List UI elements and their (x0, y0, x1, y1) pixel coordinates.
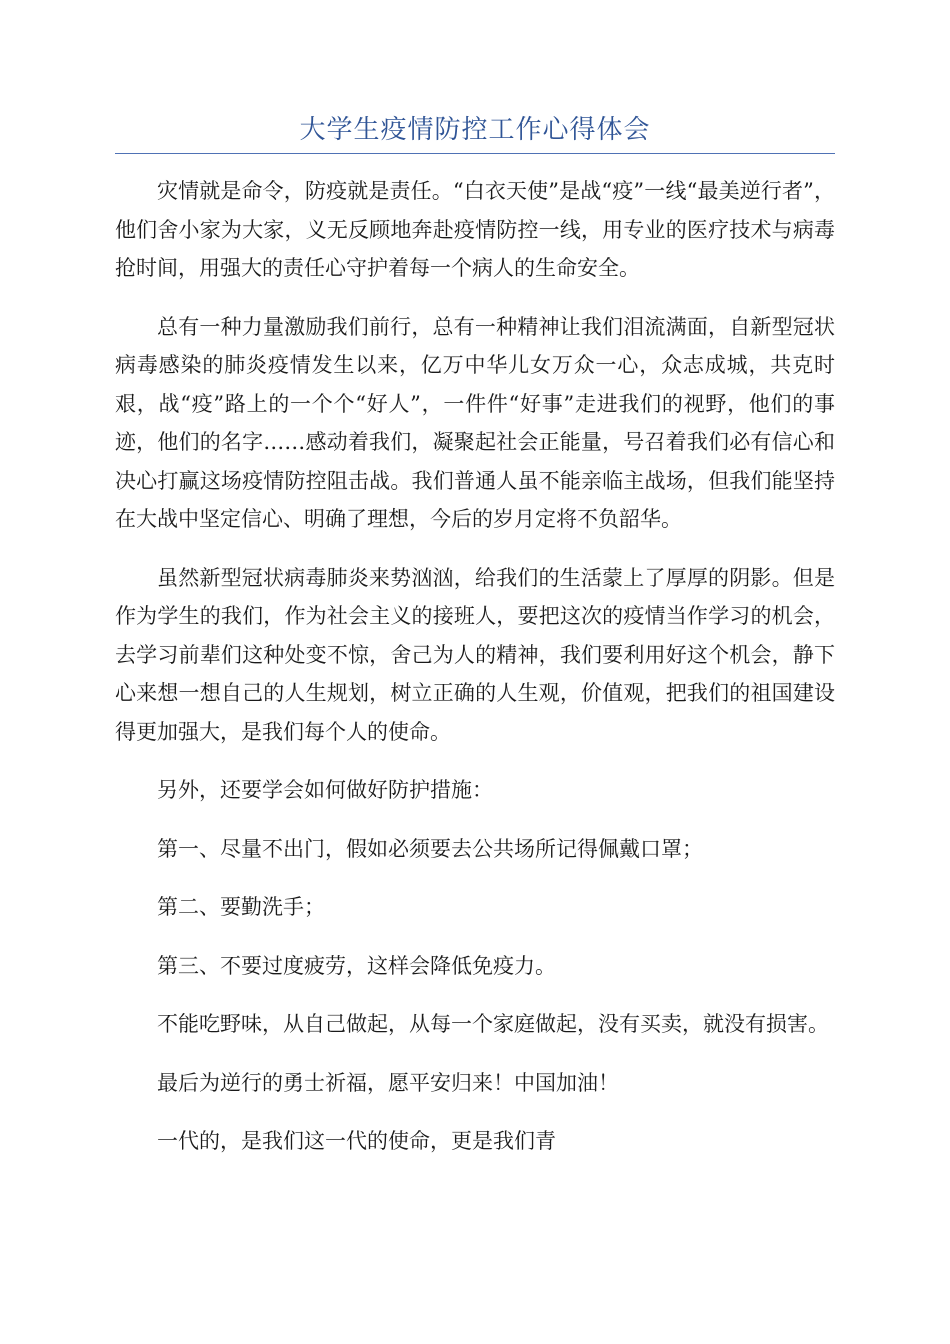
document-title: 大学生疫情防控工作心得体会 (299, 115, 651, 145)
paragraph-9: 最后为逆行的勇士祈福，愿平安归来！中国加油！ (157, 1070, 619, 1095)
document-body (115, 172, 835, 1181)
paragraph-8: 不能吃野味，从自己做起，从每一个家庭做起，没有买卖，就没有损害。 (157, 1012, 829, 1036)
paragraph-7: 第三、不要过度疲劳，这样会降低免疫力。 (157, 953, 556, 978)
paragraph-5: 第一、尽量不出门，假如必须要去公共场所记得佩戴口罩； (157, 836, 703, 861)
paragraph-6: 第二、要勤洗手； (157, 895, 325, 919)
title-underline (115, 153, 835, 154)
paragraph-1: 灾情就是命令，防疫就是责任。“白衣天使”是战“疫”一线“最美逆行者”，他们舍小家为大家，义无反顾地奔赴疫情防控一线，用专业的医疗技术与病毒抢时间，用强大的责任心守护着每一个病人的生命安全。 (115, 179, 835, 280)
paragraph-10: 一代的，是我们这一代的使命，更是我们青 (157, 1129, 556, 1153)
paragraph-4: 另外，还要学会如何做好防护措施： (157, 778, 493, 802)
paragraph-3: 虽然新型冠状病毒肺炎来势汹汹，给我们的生活蒙上了厚厚的阴影。但是作为学生的我们，作为社会主义的接班人，要把这次的疫情当作学习的机会，去学习前辈们这种处变不惊，舍己为人的精神，我们要利用好这个机会，静下心来想一想自己的人生规划，树立正确的人生观，价值观，把我们的祖国建设得更加强大，是我们每个人的使命。 (115, 565, 835, 744)
paragraph-2: 总有一种力量激励我们前行，总有一种精神让我们泪流满面，自新型冠状病毒感染的肺炎疫情发生以来，亿万中华儿女万众一心，众志成城，共克时艰，战“疫”路上的一个个“好人”，一件件“好事”走进我们的视野，他们的事迹，他们的名字……感动着我们，凝聚起社会正能量，号召着我们必有信心和决心打赢这场疫情防控阻击战。我们普通人虽不能亲临主战场，但我们能坚持在大战中坚定信心、明确了理想，今后的岁月定将不负韶华。 (115, 314, 835, 531)
